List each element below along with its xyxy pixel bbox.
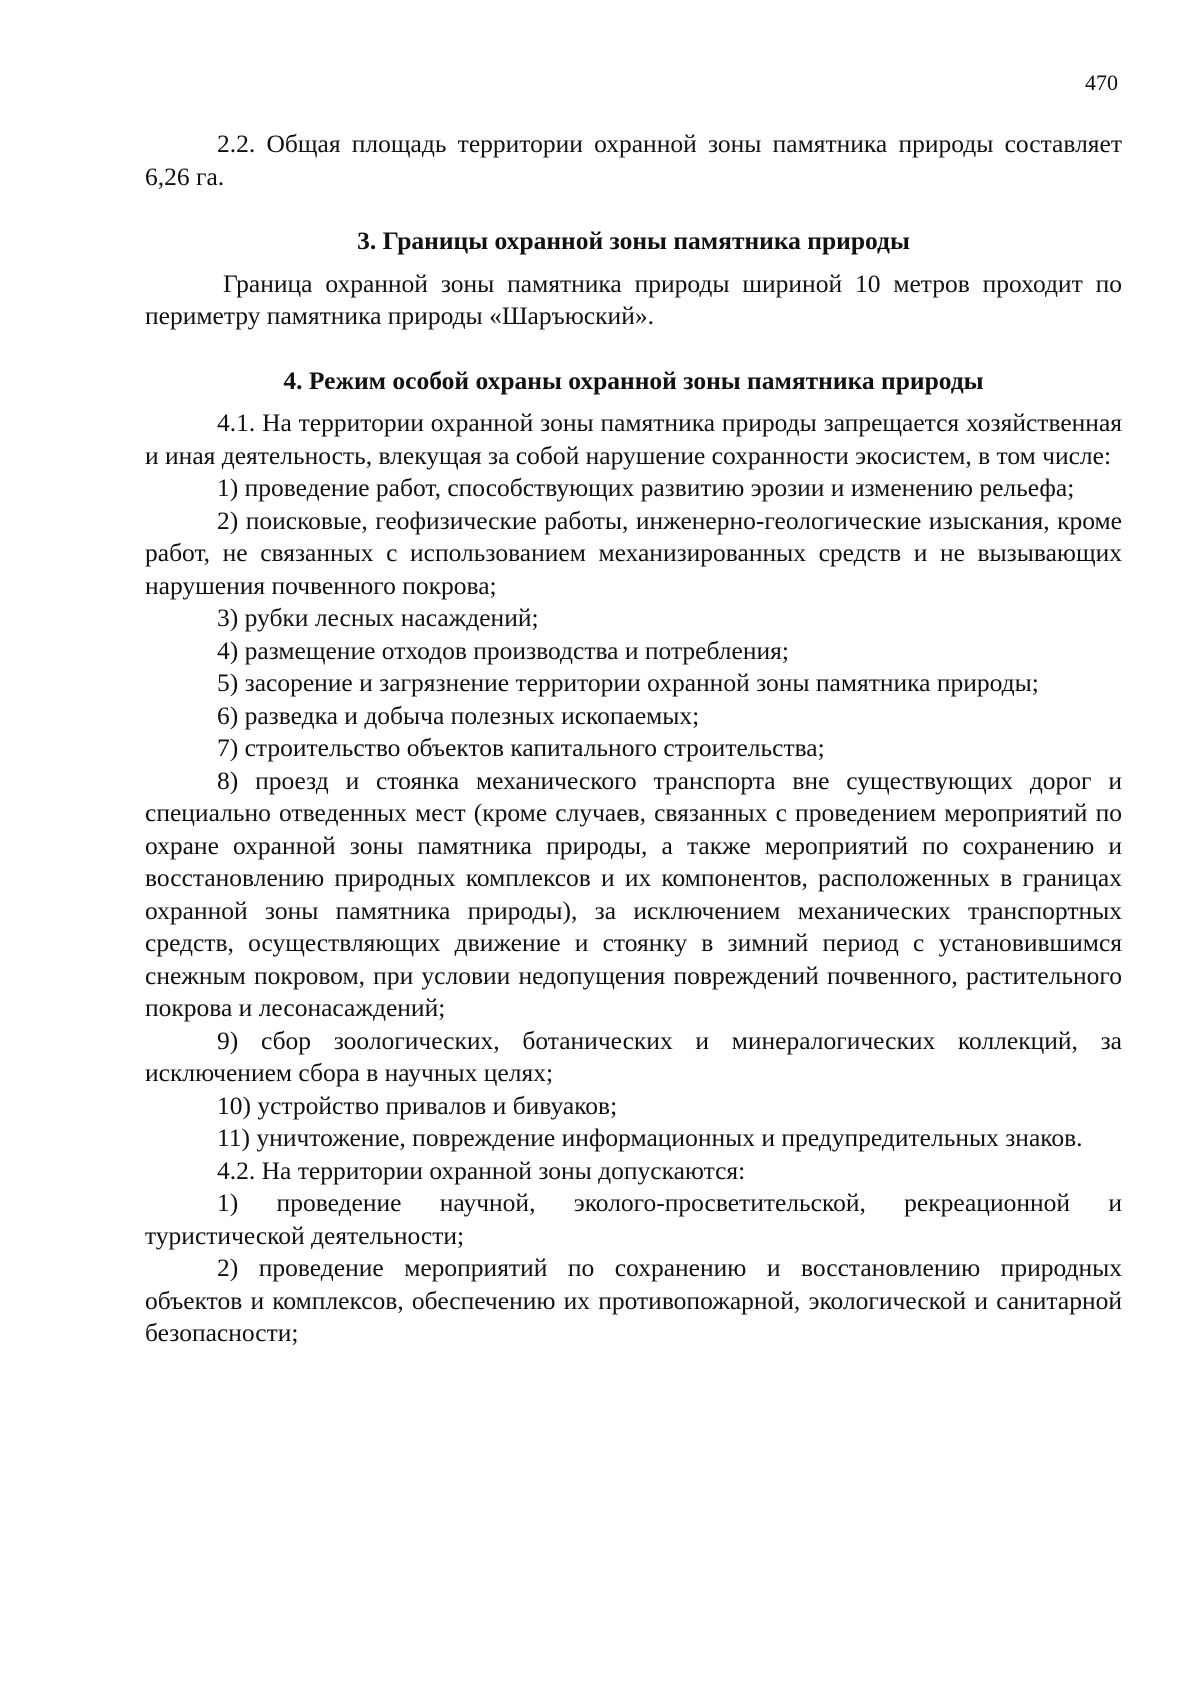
prohibited-item: 5) засорение и загрязнение территории охранной зоны памятника природы; [217, 668, 1039, 697]
paragraph-2-2: 2.2. Общая площадь территории охранной зоны памятника природы составляет 6,26 га. [145, 129, 1122, 191]
document-body [145, 128, 1122, 1350]
prohibited-item: 7) строительство объектов капитального строительства; [217, 733, 825, 762]
section-3-text: Граница охранной зоны памятника природы шириной 10 метров проходит по периметру памятника природы «Шаръюский». [145, 268, 1122, 330]
prohibited-item: 9) сбор зоологических, ботанических и минералогических коллекций, за исключением сбора в научных целях; [145, 1025, 1122, 1087]
prohibited-item: 11) уничтожение, повреждение информационных и предупредительных знаков. [217, 1123, 1083, 1152]
page-number: 470 [1085, 70, 1118, 95]
paragraph-4-1: 4.1. На территории охранной зоны памятника природы запрещается хозяйственная и иная деятельность, влекущая за собой нарушение сохранности экосистем, в том числе: [145, 408, 1122, 470]
prohibited-item: 2) поисковые, геофизические работы, инженерно-геологические изыскания, кроме работ, не связанных с использованием механизированных средств и не вызывающих нарушения почвенного покрова; [145, 505, 1122, 600]
prohibited-item: 10) устройство привалов и бивуаков; [217, 1090, 618, 1120]
prohibited-item: 3) рубки лесных насаждений; [217, 603, 539, 632]
paragraph-4-2: 4.2. На территории охранной зоны допускаются: [217, 1155, 746, 1185]
permitted-item: 2) проведение мероприятий по сохранению и восстановлению природных объектов и комплексов, обеспечению их противопожарной, экологической и санитарной безопасности; [145, 1253, 1122, 1347]
prohibited-item: 8) проезд и стоянка механического транспорта вне существующих дорог и специально отведенных мест (кроме случаев, связанных с проведением мероприятий по охране охранной зоны памятника природы, а также мероприятий по сохранению и восстановлению природных комплексов и их компонентов, расположенных в границах охранной зоны памятника природы), за исключением механических транспортных средств, осуществляющих движение и стоянку в зимний период с установившимся снежным покровом, при условии недопущения повреждений почвенного, растительного покрова и лесонасаждений; [145, 765, 1122, 1022]
permitted-item: 1) проведение научной, эколого-просветительской, рекреационной и туристической деятельности; [145, 1188, 1122, 1250]
prohibited-item: 6) разведка и добыча полезных ископаемых; [217, 700, 700, 730]
section-4-title: 4. Режим особой охраны охранной зоны памятника природы [283, 365, 984, 395]
prohibited-item: 4) размещение отходов производства и потребления; [217, 635, 789, 665]
prohibited-item: 1) проведение работ, способствующих развитию эрозии и изменению рельефа; [217, 473, 1075, 502]
section-3-title: 3. Границы охранной зоны памятника природы [357, 226, 910, 255]
